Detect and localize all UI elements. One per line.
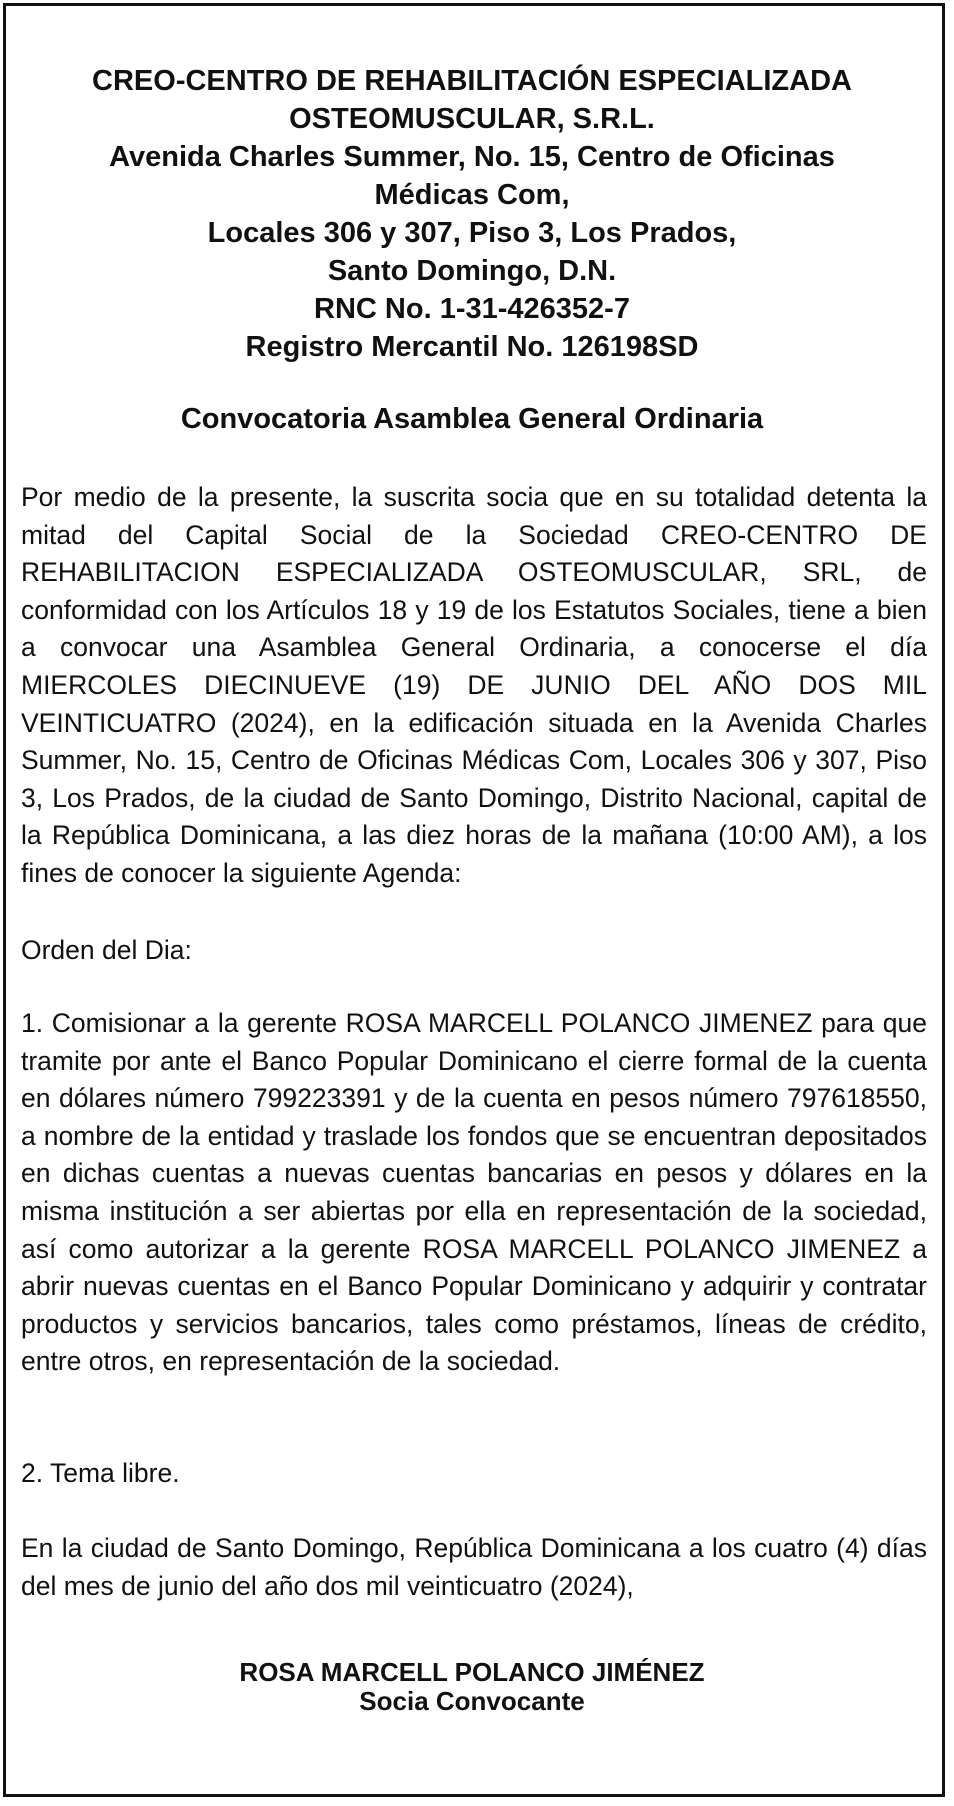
agenda-item-1: 1. Comisionar a la gerente ROSA MARCELL POLANCO JIMENEZ para que tramite por ante el Banco Popular Dominicano el cierre formal de la cuenta en dólares número 799223391 y de la cuenta en pesos número 797618550, a nombre de la entidad y traslade los fondos que se encuentran depositados en dichas cuentas a nuevas cuentas bancarias en pesos y dólares en la misma institución a ser abiertas por ella en representación de la sociedad, así como autorizar a la gerente ROSA MARCELL POLANCO JIMENEZ a abrir nuevas cuentas en el Banco Popular Dominicano y adquirir y contratar productos y servicios bancarios, tales como préstamos, líneas de crédito, entre otros, en representación de la sociedad.	[21, 1008, 927, 1377]
header-line-company: CREO-CENTRO DE REHABILITACIÓN ESPECIALIZADA	[92, 65, 852, 97]
header-line-address: Avenida Charles Summer, No. 15, Centro de Oficinas	[109, 141, 835, 173]
header-line-address-cont: Médicas Com,	[374, 179, 570, 211]
signature-block	[30, 1658, 914, 1716]
signatory-role: Socia Convocante	[359, 1686, 585, 1716]
agenda-item-2: 2. Tema libre.	[21, 1458, 180, 1488]
company-header	[30, 62, 914, 366]
header-line-city: Santo Domingo, D.N.	[327, 255, 617, 287]
header-line-locales: Locales 306 y 307, Piso 3, Los Prados,	[207, 217, 737, 249]
closing-paragraph: En la ciudad de Santo Domingo, República Dominicana a los cuatro (4) días del mes de junio del año dos mil veinticuatro (2024),	[21, 1533, 927, 1601]
header-line-registro: Registro Mercantil No. 126198SD	[245, 331, 699, 363]
agenda-label: Orden del Dia:	[21, 935, 192, 965]
notice-title: Convocatoria Asamblea General Ordinaria	[180, 403, 764, 435]
intro-paragraph: Por medio de la presente, la suscrita socia que en su totalidad detenta la mitad del Capital Social de la Sociedad CREO-CENTRO DE REHABILITACION ESPECIALIZADA OSTEOMUSCULAR, SRL, de conformidad con los Artículos 18 y 19 de los Estatutos Sociales, tiene a bien a convocar una Asamblea General Ordinaria, a conocerse el día MIERCOLES DIECINUEVE (19) DE JUNIO DEL AÑO DOS MIL VEINTICUATRO (2024), en la edificación situada en la Avenida Charles Summer, No. 15, Centro de Oficinas Médicas Com, Locales 306 y 307, Piso 3, Los Prados, de la ciudad de Santo Domingo, Distrito Nacional, capital de la República Dominicana, a las diez horas de la mañana (10:00 AM), a los fines de conocer la siguiente Agenda:	[21, 482, 927, 888]
header-line-company-cont: OSTEOMUSCULAR, S.R.L.	[289, 103, 655, 135]
signatory-name: ROSA MARCELL POLANCO JIMÉNEZ	[239, 1657, 705, 1687]
header-line-rnc: RNC No. 1-31-426352-7	[314, 293, 630, 325]
